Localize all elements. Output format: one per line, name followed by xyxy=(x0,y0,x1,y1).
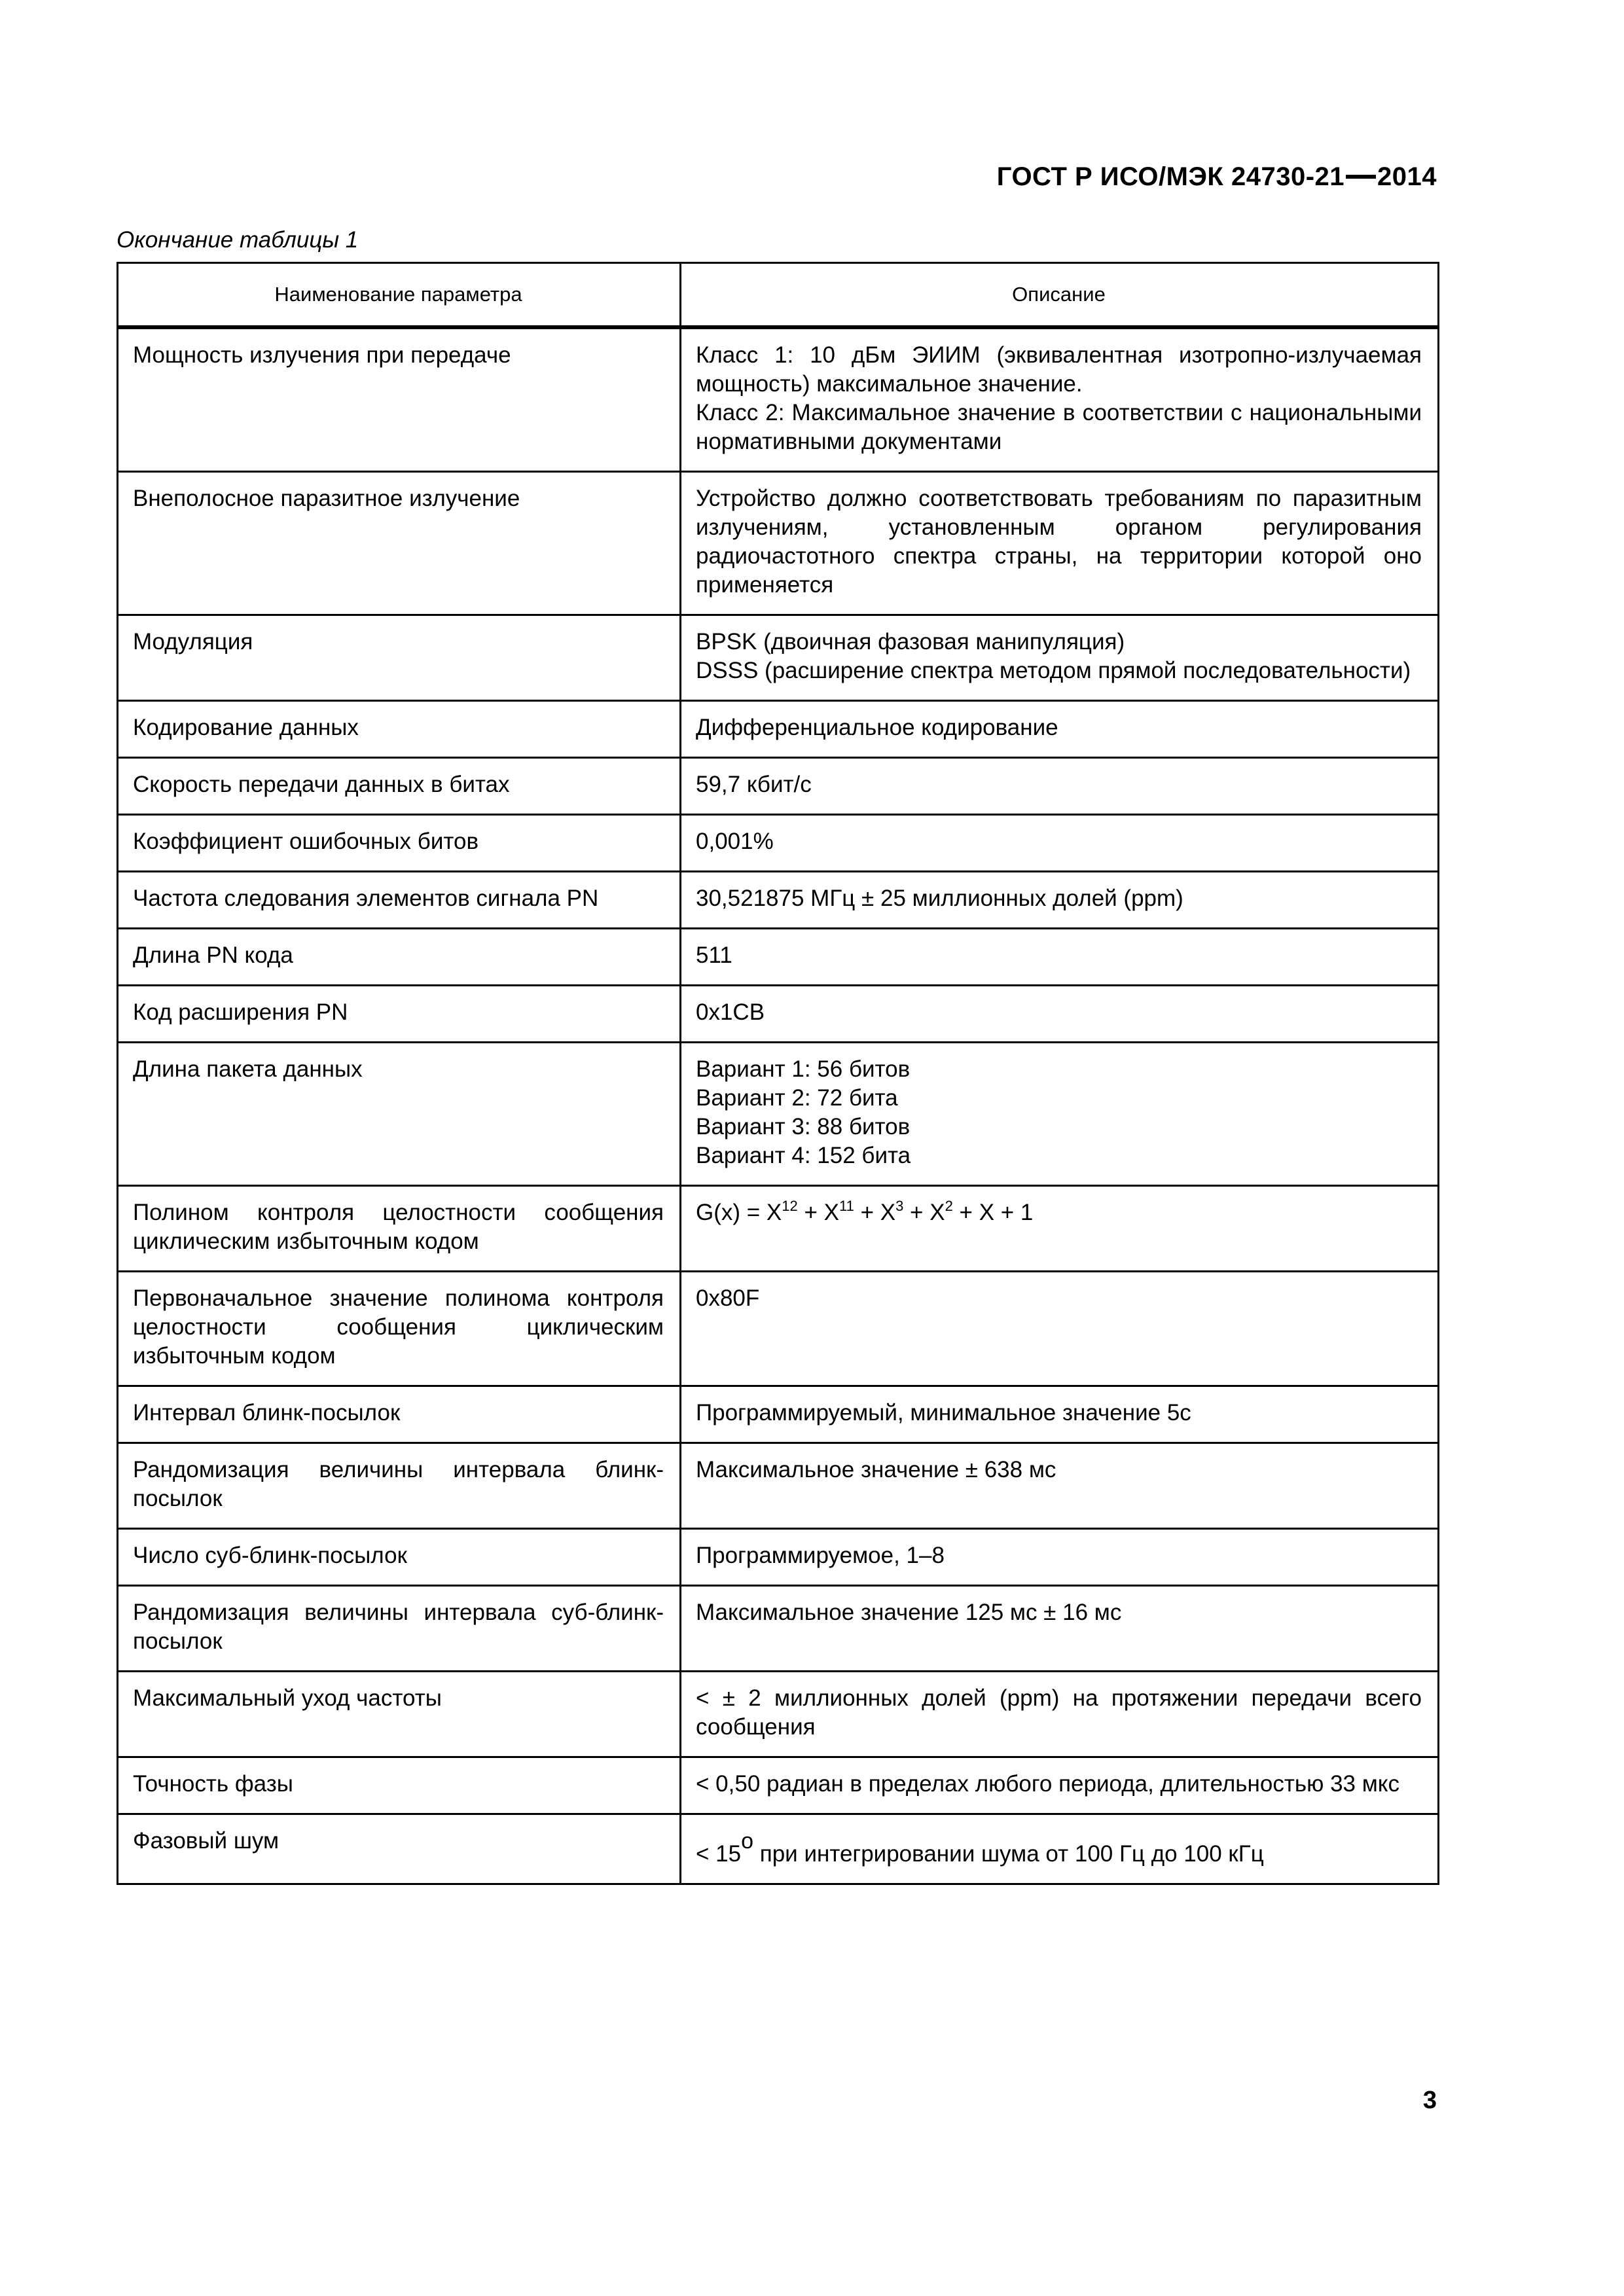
desc-line: Программируемый, минимальное значение 5с xyxy=(696,1400,1191,1426)
exponent: 12 xyxy=(782,1198,798,1214)
table-header-row xyxy=(118,263,1439,328)
formula-text: + X + 1 xyxy=(952,1200,1034,1225)
param-cell: Скорость передачи данных в битах xyxy=(118,758,681,815)
page-number: 3 xyxy=(1422,2087,1437,2114)
table-row xyxy=(118,1272,1439,1386)
table-row xyxy=(118,1586,1439,1672)
desc-cell xyxy=(681,1672,1439,1757)
desc-line: Максимальное значение 125 мс ± 16 мс xyxy=(696,1600,1122,1625)
table-row xyxy=(118,815,1439,872)
table-row xyxy=(118,1443,1439,1529)
desc-cell xyxy=(681,1586,1439,1672)
param-cell: Число суб-блинк-посылок xyxy=(118,1529,681,1586)
desc-line: 0x80F xyxy=(696,1285,760,1311)
param-cell: Модуляция xyxy=(118,615,681,701)
phase-noise-pre: < 15 xyxy=(696,1841,742,1867)
table-row xyxy=(118,1386,1439,1443)
exponent: 11 xyxy=(839,1198,854,1214)
table-row xyxy=(118,1757,1439,1814)
desc-line: Класс 1: 10 дБм ЭИИМ (эквивалентная изотропно-излучаемая мощность) максимальное значение. xyxy=(696,342,1422,397)
desc-line: < ± 2 миллионных долей (ppm) на протяжении передачи всего сообщения xyxy=(696,1685,1422,1740)
phase-noise-post: при интегрировании шума от 100 Гц до 100 кГц xyxy=(753,1841,1264,1867)
table-row xyxy=(118,1529,1439,1586)
desc-cell xyxy=(681,872,1439,929)
table-row xyxy=(118,1186,1439,1272)
table-row xyxy=(118,872,1439,929)
desc-cell xyxy=(681,1529,1439,1586)
desc-line: 30,521875 МГц ± 25 миллионных долей (ppm) xyxy=(696,886,1183,911)
desc-line: < 0,50 радиан в пределах любого периода, длительностью 33 мкс xyxy=(696,1771,1399,1797)
desc-cell xyxy=(681,1386,1439,1443)
param-cell: Длина PN кода xyxy=(118,929,681,986)
param-cell: Мощность излучения при передаче xyxy=(118,327,681,472)
param-cell: Коэффициент ошибочных битов xyxy=(118,815,681,872)
column-header-parameter: Наименование параметра xyxy=(118,263,681,328)
desc-line: Дифференциальное кодирование xyxy=(696,715,1058,740)
table-row xyxy=(118,986,1439,1043)
param-cell: Рандомизация величины интервала суб-блинк-посылок xyxy=(118,1586,681,1672)
desc-line: DSSS (расширение спектра методом прямой последовательности) xyxy=(696,658,1411,683)
desc-cell xyxy=(681,815,1439,872)
desc-cell xyxy=(681,929,1439,986)
desc-line: Устройство должно соответствовать требованиям по паразитным излучениям, установленным органом регулирования радиочастотного спектра страны, на территории которой оно применяется xyxy=(696,486,1422,598)
document-code xyxy=(997,162,1437,192)
table-caption: Окончание таблицы 1 xyxy=(117,227,359,253)
formula-text: + X xyxy=(903,1200,945,1225)
desc-line: Класс 2: Максимальное значение в соответствии с национальными нормативными документами xyxy=(696,400,1422,454)
param-cell: Внеполосное паразитное излучение xyxy=(118,472,681,615)
formula-text: + X xyxy=(797,1200,839,1225)
desc-line: Вариант 4: 152 бита xyxy=(696,1143,911,1168)
table-row xyxy=(118,615,1439,701)
desc-line: 0,001% xyxy=(696,829,774,854)
param-cell: Интервал блинк-посылок xyxy=(118,1386,681,1443)
document-code-year: 2014 xyxy=(1377,162,1437,191)
desc-line: BPSK (двоичная фазовая манипуляция) xyxy=(696,629,1125,655)
table-row xyxy=(118,1672,1439,1757)
desc-line: 0x1CB xyxy=(696,999,765,1025)
desc-cell xyxy=(681,986,1439,1043)
document-code-prefix: ГОСТ Р ИСО/МЭК 24730-21 xyxy=(996,162,1345,191)
table-row xyxy=(118,701,1439,758)
column-header-description: Описание xyxy=(681,263,1439,328)
desc-cell xyxy=(681,1757,1439,1814)
desc-cell xyxy=(681,1043,1439,1186)
desc-cell xyxy=(681,615,1439,701)
table-row xyxy=(118,327,1439,472)
param-cell: Рандомизация величины интервала блинк-посылок xyxy=(118,1443,681,1529)
param-cell: Первоначальное значение полинома контроля целостности сообщения циклическим избыточным кодом xyxy=(118,1272,681,1386)
desc-cell-phase-noise xyxy=(681,1814,1439,1884)
exponent: 3 xyxy=(895,1198,904,1214)
desc-line: Программируемое, 1–8 xyxy=(696,1543,945,1568)
param-cell: Фазовый шум xyxy=(118,1814,681,1884)
table-row xyxy=(118,472,1439,615)
table-row xyxy=(118,929,1439,986)
desc-line: Вариант 1: 56 битов xyxy=(696,1056,911,1082)
param-cell: Полином контроля целостности сообщения циклическим избыточным кодом xyxy=(118,1186,681,1272)
parameters-table xyxy=(117,262,1439,1885)
desc-cell xyxy=(681,1272,1439,1386)
formula-text: G(x) = X xyxy=(696,1200,782,1225)
desc-cell xyxy=(681,758,1439,815)
formula-text: + X xyxy=(854,1200,896,1225)
param-cell: Код расширения PN xyxy=(118,986,681,1043)
desc-line: 511 xyxy=(696,942,732,968)
desc-cell xyxy=(681,701,1439,758)
exponent: 2 xyxy=(945,1198,953,1214)
table-row xyxy=(118,758,1439,815)
desc-line: Вариант 2: 72 бита xyxy=(696,1085,898,1111)
table-row xyxy=(118,1814,1439,1884)
param-cell: Максимальный уход частоты xyxy=(118,1672,681,1757)
desc-cell xyxy=(681,472,1439,615)
em-dash xyxy=(1346,175,1376,179)
table-row xyxy=(118,1043,1439,1186)
desc-line: 59,7 кбит/с xyxy=(696,772,812,797)
param-cell: Кодирование данных xyxy=(118,701,681,758)
param-cell: Точность фазы xyxy=(118,1757,681,1814)
desc-line: Вариант 3: 88 битов xyxy=(696,1114,911,1139)
degree-sign: o xyxy=(741,1829,754,1854)
desc-cell xyxy=(681,327,1439,472)
phase-noise-text xyxy=(696,1829,1422,1869)
param-cell: Частота следования элементов сигнала PN xyxy=(118,872,681,929)
desc-cell-formula xyxy=(681,1186,1439,1272)
desc-line: Максимальное значение ± 638 мс xyxy=(696,1457,1056,1482)
desc-cell xyxy=(681,1443,1439,1529)
param-cell: Длина пакета данных xyxy=(118,1043,681,1186)
